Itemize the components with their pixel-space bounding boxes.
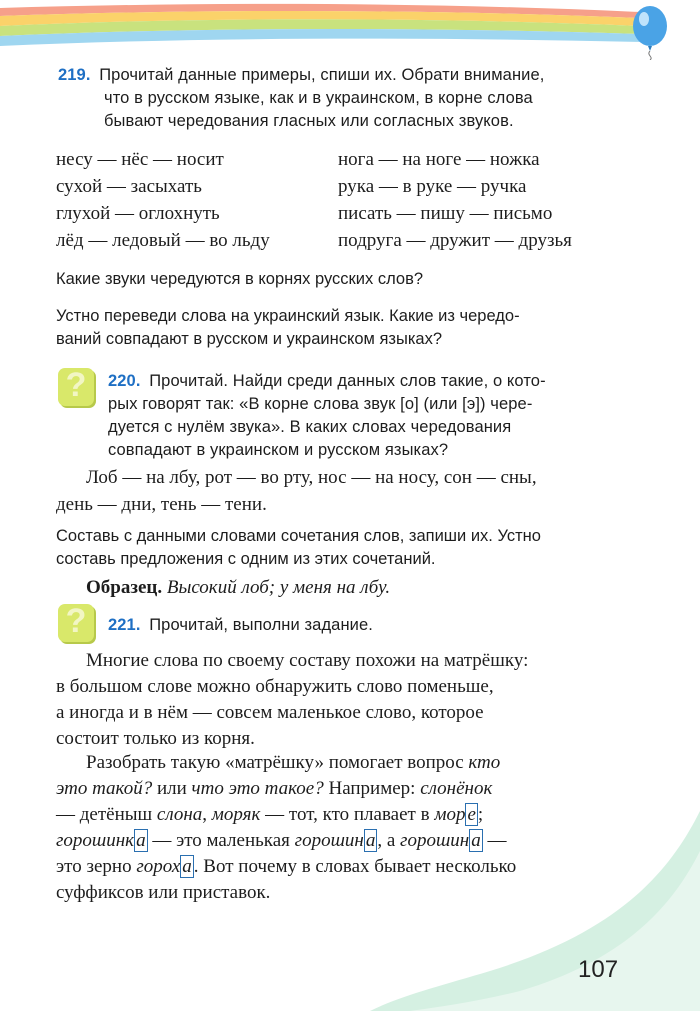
- ending-box: е: [467, 804, 476, 825]
- text-line: Многие слова по своему составу похожи на матрёшку:: [86, 650, 529, 671]
- task-221-heading: [108, 614, 373, 637]
- word-row: подруга — дружит — друзья: [338, 230, 572, 251]
- word-row: день — дни, тень — тени.: [56, 494, 267, 515]
- task-219-line1: Прочитай данные примеры, спиши их. Обрати внимание,: [99, 66, 545, 84]
- word-row: сухой — засыхать: [56, 176, 202, 197]
- word-row: нога — на ноге — ножка: [338, 149, 540, 170]
- italic-word: кто: [468, 752, 501, 773]
- text-line: а иногда и в нём — совсем маленькое слово, которое: [56, 702, 484, 723]
- task-221-head: Прочитай, выполни задание.: [149, 616, 373, 634]
- question-mark: ?: [65, 602, 87, 640]
- text-span: или: [152, 778, 192, 799]
- task-219-question: Какие звуки чередуются в корнях русских слов?: [56, 270, 424, 288]
- task-220-task2: составь предложения с одним из этих сочетаний.: [56, 550, 436, 568]
- task-219-follow1: Устно переведи слова на украинский язык. Какие из чередо-: [56, 307, 520, 325]
- text-span: ;: [477, 804, 484, 825]
- italic-word: горох: [136, 856, 181, 877]
- italic-word: это такой?: [56, 778, 153, 799]
- text-line: [56, 776, 638, 802]
- italic-word: горошин: [400, 830, 470, 851]
- task-221-paragraph1: [56, 648, 638, 752]
- task-220-task: [56, 525, 640, 571]
- text-span: Например:: [323, 778, 421, 799]
- task-219-followup: [56, 305, 640, 351]
- text-span: ,: [202, 804, 212, 825]
- word-row: лёд — ледовый — во льду: [56, 230, 270, 251]
- task-220-line2: рых говорят так: «В корне слова звук [о] (или [э]) чере-: [108, 395, 533, 413]
- task-221-number: 221.: [108, 616, 141, 634]
- italic-word: горошинк: [56, 830, 135, 851]
- sample-label: Образец.: [86, 577, 163, 598]
- text-line: суффиксов или приставок.: [56, 882, 271, 903]
- task-219-line2: что в русском языке, как и в украинском, в корне слова: [104, 89, 533, 107]
- word-row: Лоб — на лбу, рот — во рту, нос — на носу, сон — сны,: [86, 467, 537, 488]
- text-span: — это маленькая: [147, 830, 295, 851]
- word-row: рука — в руке — ручка: [338, 176, 527, 197]
- question-badge-icon: [58, 368, 94, 406]
- question-badge-icon: [58, 604, 94, 642]
- text-line: в большом слове можно обнаружить слово поменьше,: [56, 676, 494, 697]
- text-line: [56, 802, 638, 828]
- question-mark: ?: [65, 366, 87, 404]
- text-span: —: [482, 830, 507, 851]
- word-row: глухой — оглохнуть: [56, 203, 220, 224]
- task-219-line3: бывают чередования гласных или согласных звуков.: [104, 112, 514, 130]
- task-220-line1: Прочитай. Найди среди данных слов такие, о кото-: [149, 372, 546, 390]
- text-line: [56, 854, 638, 880]
- text-line: [56, 750, 638, 776]
- task-219-left-words: [56, 146, 270, 254]
- balloon-icon: [626, 4, 672, 60]
- task-220-task1: Составь с данными словами сочетания слов, запиши их. Устно: [56, 527, 541, 545]
- word-row: писать — пишу — письмо: [338, 203, 553, 224]
- italic-word: слона: [156, 804, 203, 825]
- text-line: [56, 828, 638, 854]
- task-221-paragraph2: [56, 750, 638, 906]
- task-220-heading: [108, 370, 648, 462]
- italic-word: слонёнок: [420, 778, 493, 799]
- top-decor-stripes: [0, 0, 700, 48]
- task-220-sample: [86, 574, 390, 601]
- ending-box: а: [136, 830, 146, 851]
- text-span: это зерно: [56, 856, 137, 877]
- task-220-words: [56, 464, 537, 518]
- word-row: несу — нёс — носит: [56, 149, 224, 170]
- italic-word: мор: [434, 804, 466, 825]
- ending-box: а: [182, 856, 192, 877]
- italic-word: моряк: [211, 804, 261, 825]
- text-span: — тот, кто плавает в: [260, 804, 435, 825]
- task-219-heading: [58, 64, 658, 133]
- task-219-right-words: [338, 146, 572, 254]
- italic-word: горошин: [294, 830, 364, 851]
- page-number: 107: [578, 956, 619, 983]
- task-219-follow2: ваний совпадают в русском и украинском языках?: [56, 330, 443, 348]
- task-220-number: 220.: [108, 372, 141, 390]
- text-line: состоит только из корня.: [56, 728, 255, 749]
- text-span: , а: [377, 830, 401, 851]
- task-220-line4: совпадают в украинском и русском языках?: [108, 441, 449, 459]
- task-219-number: 219.: [58, 66, 91, 84]
- sample-text: Высокий лоб; у меня на лбу.: [166, 577, 391, 598]
- ending-box: а: [471, 830, 481, 851]
- italic-word: что это такое?: [191, 778, 324, 799]
- ending-box: а: [365, 830, 376, 851]
- task-220-line3: дуется с нулём звука». В каких словах чередования: [108, 418, 512, 436]
- text-span: — детёныш: [56, 804, 157, 825]
- text-span: . Вот почему в словах бывает несколько: [193, 856, 517, 877]
- text-span: Разобрать такую «матрёшку» помогает вопрос: [86, 752, 469, 773]
